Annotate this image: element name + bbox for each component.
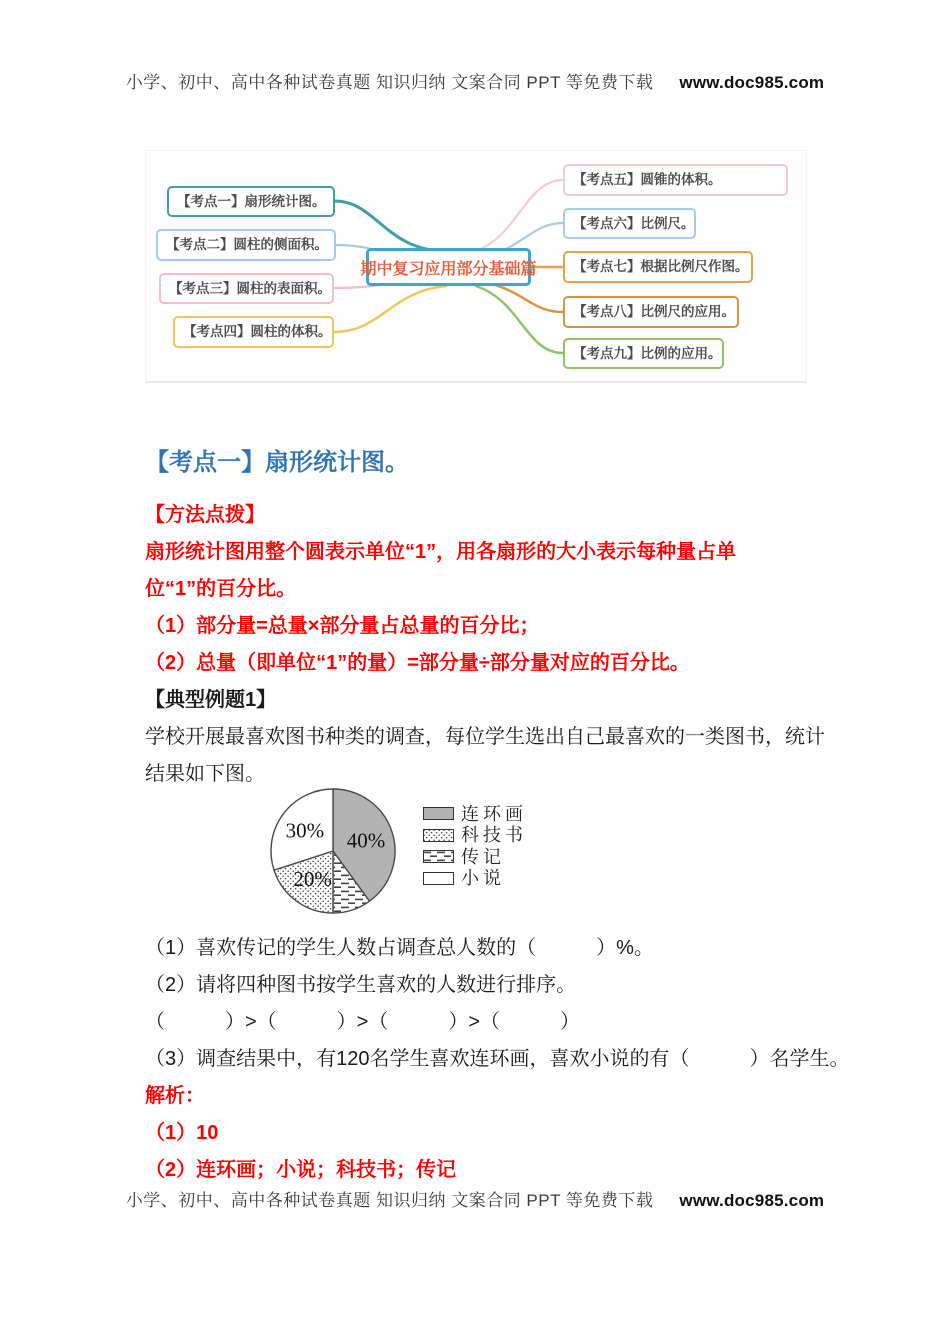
example-intro-2: 结果如下图。: [145, 763, 265, 785]
method-line-2: 位“1”的百分比。: [145, 578, 297, 600]
legend-item: [423, 803, 527, 825]
example-title: 【典型例题1】: [145, 689, 277, 711]
mindmap-connector-1: [335, 201, 446, 251]
mindmap-node-kaodian6: 【考点六】比例尺。: [563, 208, 696, 239]
mindmap-node-kaodian8: 【考点八】比例尺的应用。: [563, 296, 739, 328]
question-2: （2）请将四种图书按学生喜欢的人数进行排序。: [145, 974, 577, 996]
analysis-title: 解析：: [145, 1085, 205, 1107]
legend-swatch-传记: [423, 850, 454, 863]
question-1: （1）喜欢传记的学生人数占调查总人数的（ ）%。: [145, 937, 654, 959]
mindmap-node-kaodian3: 【考点三】圆柱的表面积。: [159, 273, 334, 304]
legend-item: [423, 825, 527, 847]
pie-chart: [257, 785, 427, 920]
answer-1: （1）10: [145, 1122, 219, 1144]
pie-label-连环画: 40%: [346, 828, 386, 853]
header-site-link[interactable]: www.doc985.com: [679, 73, 825, 92]
pie-label-小说: 30%: [285, 818, 325, 843]
legend-swatch-科技书: [423, 829, 454, 842]
mindmap-node-kaodian2: 【考点二】圆柱的侧面积。: [156, 229, 336, 261]
ordering-blanks: （ ）>（ ）>（ ）>（ ）: [145, 1011, 581, 1033]
footer-text: 小学、初中、高中各种试卷真题 知识归纳 文案合同 PPT 等免费下载: [125, 1191, 654, 1210]
legend-label: 小说: [461, 868, 505, 889]
legend-item: [423, 868, 527, 890]
mindmap-node-kaodian9: 【考点九】比例的应用。: [563, 338, 724, 369]
question-3: （3）调查结果中，有120名学生喜欢连环画，喜欢小说的有（ ）名学生。: [145, 1048, 850, 1070]
mindmap-node-kaodian5: 【考点五】圆锥的体积。: [563, 164, 788, 196]
mindmap-center-node: 期中复习应用部分基础篇: [366, 248, 531, 286]
method-line-4: （2）总量（即单位“1”的量）=部分量÷部分量对应的百分比。: [145, 652, 690, 674]
footer-site-link[interactable]: www.doc985.com: [679, 1191, 825, 1210]
pie-chart-figure: [145, 785, 815, 920]
section-title: 【考点一】扇形统计图。: [145, 449, 409, 476]
mindmap-node-kaodian4: 【考点四】圆柱的体积。: [173, 316, 334, 348]
legend-label: 连环画: [461, 803, 527, 824]
legend-swatch-小说: [423, 872, 454, 885]
legend-swatch-连环画: [423, 807, 454, 820]
mindmap-node-kaodian7: 【考点七】根据比例尺作图。: [563, 251, 753, 283]
example-intro-1: 学校开展最喜欢图书种类的调查，每位学生选出自己最喜欢的一类图书，统计: [145, 726, 825, 748]
mindmap-figure: [145, 150, 807, 383]
page-footer: [0, 1186, 950, 1211]
legend-item: [423, 846, 527, 868]
pie-legend: [423, 803, 527, 889]
pie-label-科技书: 20%: [293, 867, 332, 892]
method-title: 【方法点拨】: [145, 504, 265, 526]
method-line-3: （1）部分量=总量×部分量占总量的百分比；: [145, 615, 540, 637]
legend-label: 科技书: [461, 825, 527, 846]
legend-label: 传记: [461, 846, 505, 867]
answer-2: （2）连环画；小说；科技书；传记: [145, 1159, 457, 1181]
method-line-1: 扇形统计图用整个圆表示单位“1”，用各扇形的大小表示每种量占单: [145, 541, 737, 563]
header-text: 小学、初中、高中各种试卷真题 知识归纳 文案合同 PPT 等免费下载: [125, 73, 654, 92]
mindmap-node-kaodian1: 【考点一】扇形统计图。: [167, 186, 335, 217]
mindmap-connector-4: [334, 286, 446, 332]
